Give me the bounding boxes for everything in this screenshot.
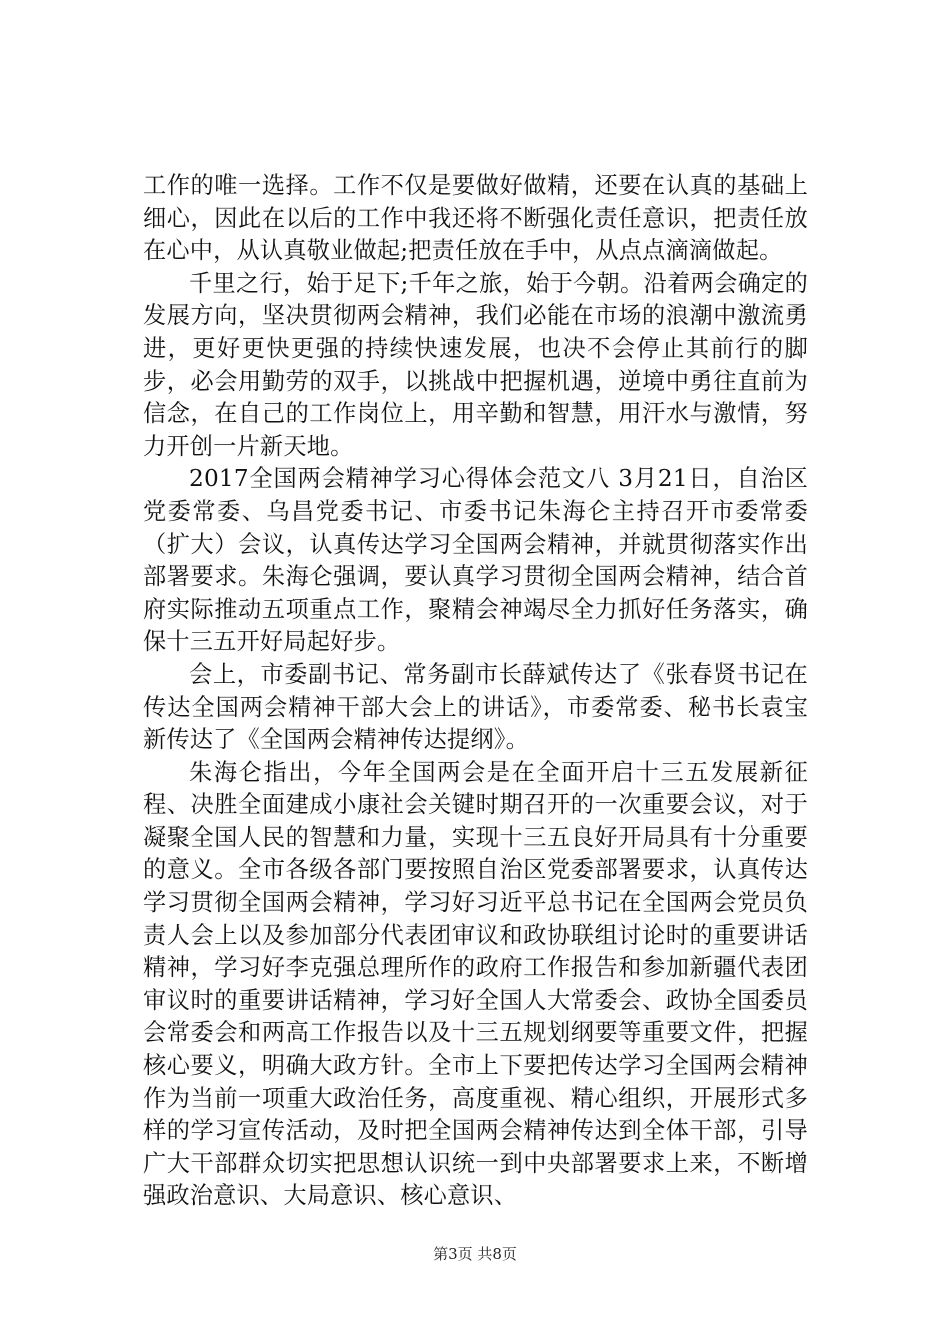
document-body [143, 170, 808, 1213]
page-number-footer: 第3页 共8页 [433, 1245, 517, 1263]
paragraph-continued: 工作的唯一选择。工作不仅是要做好做精，还要在认真的基础上细心，因此在以后的工作中我还将不断强化责任意识，把责任放在心中，从认真敬业做起;把责任放在手中，从点点滴滴做起。 [143, 172, 808, 265]
paragraph: 2017全国两会精神学习心得体会范文八 3月21日，自治区党委常委、乌昌党委书记、市委书记朱海仑主持召开市委常委（扩大）会议，认真传达学习全国两会精神，并就贯彻落实作出部署要求。朱海仑强调，要认真学习贯彻全国两会精神，结合首府实际推动五项重点工作，聚精会神竭尽全力抓好任务落实，确保十三五开好局起好步。 [143, 465, 808, 656]
paragraph: 会上，市委副书记、常务副市长薛斌传达了《张春贤书记在传达全国两会精神干部大会上的讲话》，市委常委、秘书长袁宝新传达了《全国两会精神传达提纲》。 [143, 660, 808, 754]
paragraph: 朱海仑指出，今年全国两会是在全面开启十三五发展新征程、决胜全面建成小康社会关键时期召开的一次重要会议，对于凝聚全国人民的智慧和力量，实现十三五良好开局具有十分重要的意义。全市各级各部门要按照自治区党委部署要求，认真传达学习贯彻全国两会精神，学习好习近平总书记在全国两会党员负责人会上以及参加部分代表团审议和政协联组讨论时的重要讲话精神，学习好李克强总理所作的政府工作报告和参加新疆代表团审议时的重要讲话精神，学习好全国人大常委会、政协全国委员会常委会和两高工作报告以及十三五规划纲要等重要文件，把握核心要义，明确大政方针。全市上下要把传达学习全国两会精神作为当前一项重大政治任务，高度重视、精心组织，开展形式多样的学习宣传活动，及时把全国两会精神传达到全体干部，引导广大干部群众切实把思想认识统一到中央部署要求上来，不断增强政治意识、大局意识、核心意识、 [143, 758, 808, 1210]
paragraph: 千里之行，始于足下;千年之旅，始于今朝。沿着两会确定的发展方向，坚决贯彻两会精神，我们必能在市场的浪潮中激流勇进，更好更快更强的持续快速发展，也决不会停止其前行的脚步，必会用勤劳的双手，以挑战中把握机遇，逆境中勇往直前为信念，在自己的工作岗位上，用辛勤和智慧，用汗水与激情，努力开创一片新天地。 [143, 269, 808, 460]
